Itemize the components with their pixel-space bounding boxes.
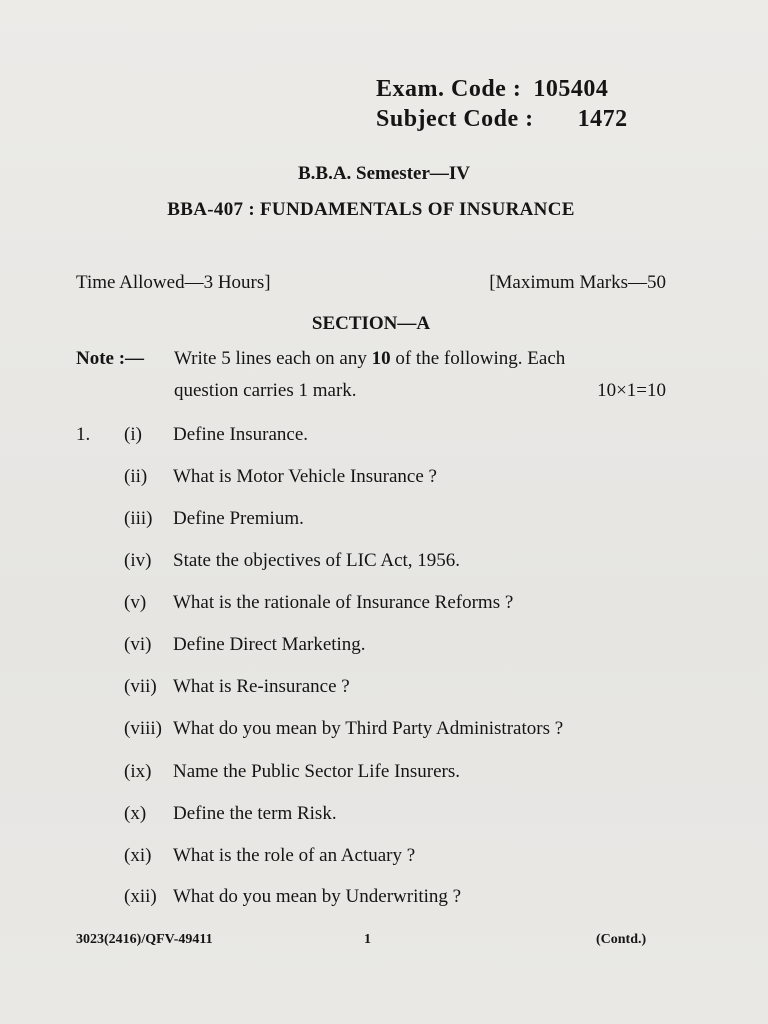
question-item — [124, 508, 304, 530]
question-label: (v) — [124, 592, 147, 613]
question-item — [124, 634, 366, 656]
question-item — [124, 550, 460, 572]
footer-page-number: 1 — [364, 932, 371, 947]
question-text: What do you mean by Underwriting ? — [173, 886, 462, 907]
maximum-marks: [Maximum Marks—50 — [489, 272, 666, 293]
subject-code-line — [376, 106, 628, 133]
question-item — [124, 886, 461, 908]
semester-heading: B.B.A. Semester—IV — [297, 163, 471, 184]
question-label: (vii) — [124, 676, 157, 697]
question-label: (x) — [124, 803, 147, 824]
section-heading: SECTION—A — [311, 313, 431, 334]
question-label: (xi) — [124, 845, 152, 866]
question-text: Define the term Risk. — [173, 803, 337, 824]
question-item — [124, 466, 437, 488]
question-item — [124, 424, 308, 446]
note-text-c: of the following. Each — [390, 348, 566, 369]
footer-paper-code: 3023(2416)/QFV-49411 — [76, 932, 213, 947]
question-number: 1. — [76, 424, 91, 445]
question-label: (iv) — [124, 550, 152, 571]
exam-code-line — [376, 76, 608, 103]
question-label: (ix) — [124, 761, 152, 782]
exam-code-label: Exam. Code : — [376, 76, 522, 102]
question-label: (ii) — [124, 466, 148, 487]
question-text: What is Re-insurance ? — [173, 676, 350, 697]
footer-continued: (Contd.) — [596, 932, 647, 947]
question-item — [124, 845, 415, 867]
subject-code-label: Subject Code : — [376, 106, 534, 132]
question-label: (viii) — [124, 718, 162, 739]
note-label: Note :— — [76, 348, 145, 369]
question-item — [124, 592, 513, 614]
question-text: What is the rationale of Insurance Reforms ? — [173, 592, 514, 613]
question-item — [124, 761, 460, 783]
question-text: Name the Public Sector Life Insurers. — [173, 761, 461, 782]
question-item — [124, 718, 563, 740]
question-label: (i) — [124, 424, 142, 445]
time-allowed: Time Allowed—3 Hours] — [76, 272, 271, 293]
question-label: (iii) — [124, 508, 153, 529]
question-text: What do you mean by Third Party Administrators ? — [173, 718, 564, 739]
question-text: Define Premium. — [173, 508, 304, 529]
note-count: 10 — [371, 348, 391, 369]
question-text: What is the role of an Actuary ? — [173, 845, 416, 866]
question-label: (xii) — [124, 886, 157, 907]
marks-formula: 10×1=10 — [597, 380, 666, 401]
subject-code-value: 1472 — [577, 106, 628, 132]
question-item — [124, 803, 337, 825]
question-text: What is Motor Vehicle Insurance ? — [173, 466, 437, 487]
question-text: State the objectives of LIC Act, 1956. — [173, 550, 461, 571]
note-instruction — [174, 348, 565, 370]
question-text: Define Direct Marketing. — [173, 634, 366, 655]
note-text-a: Write 5 lines each on any — [174, 348, 372, 369]
paper-title: BBA-407 : FUNDAMENTALS OF INSURANCE — [167, 199, 575, 220]
note-instruction-cont: question carries 1 mark. — [174, 380, 357, 401]
exam-code-value: 105404 — [533, 76, 609, 102]
question-label: (vi) — [124, 634, 152, 655]
question-item — [124, 676, 350, 698]
question-text: Define Insurance. — [173, 424, 309, 445]
